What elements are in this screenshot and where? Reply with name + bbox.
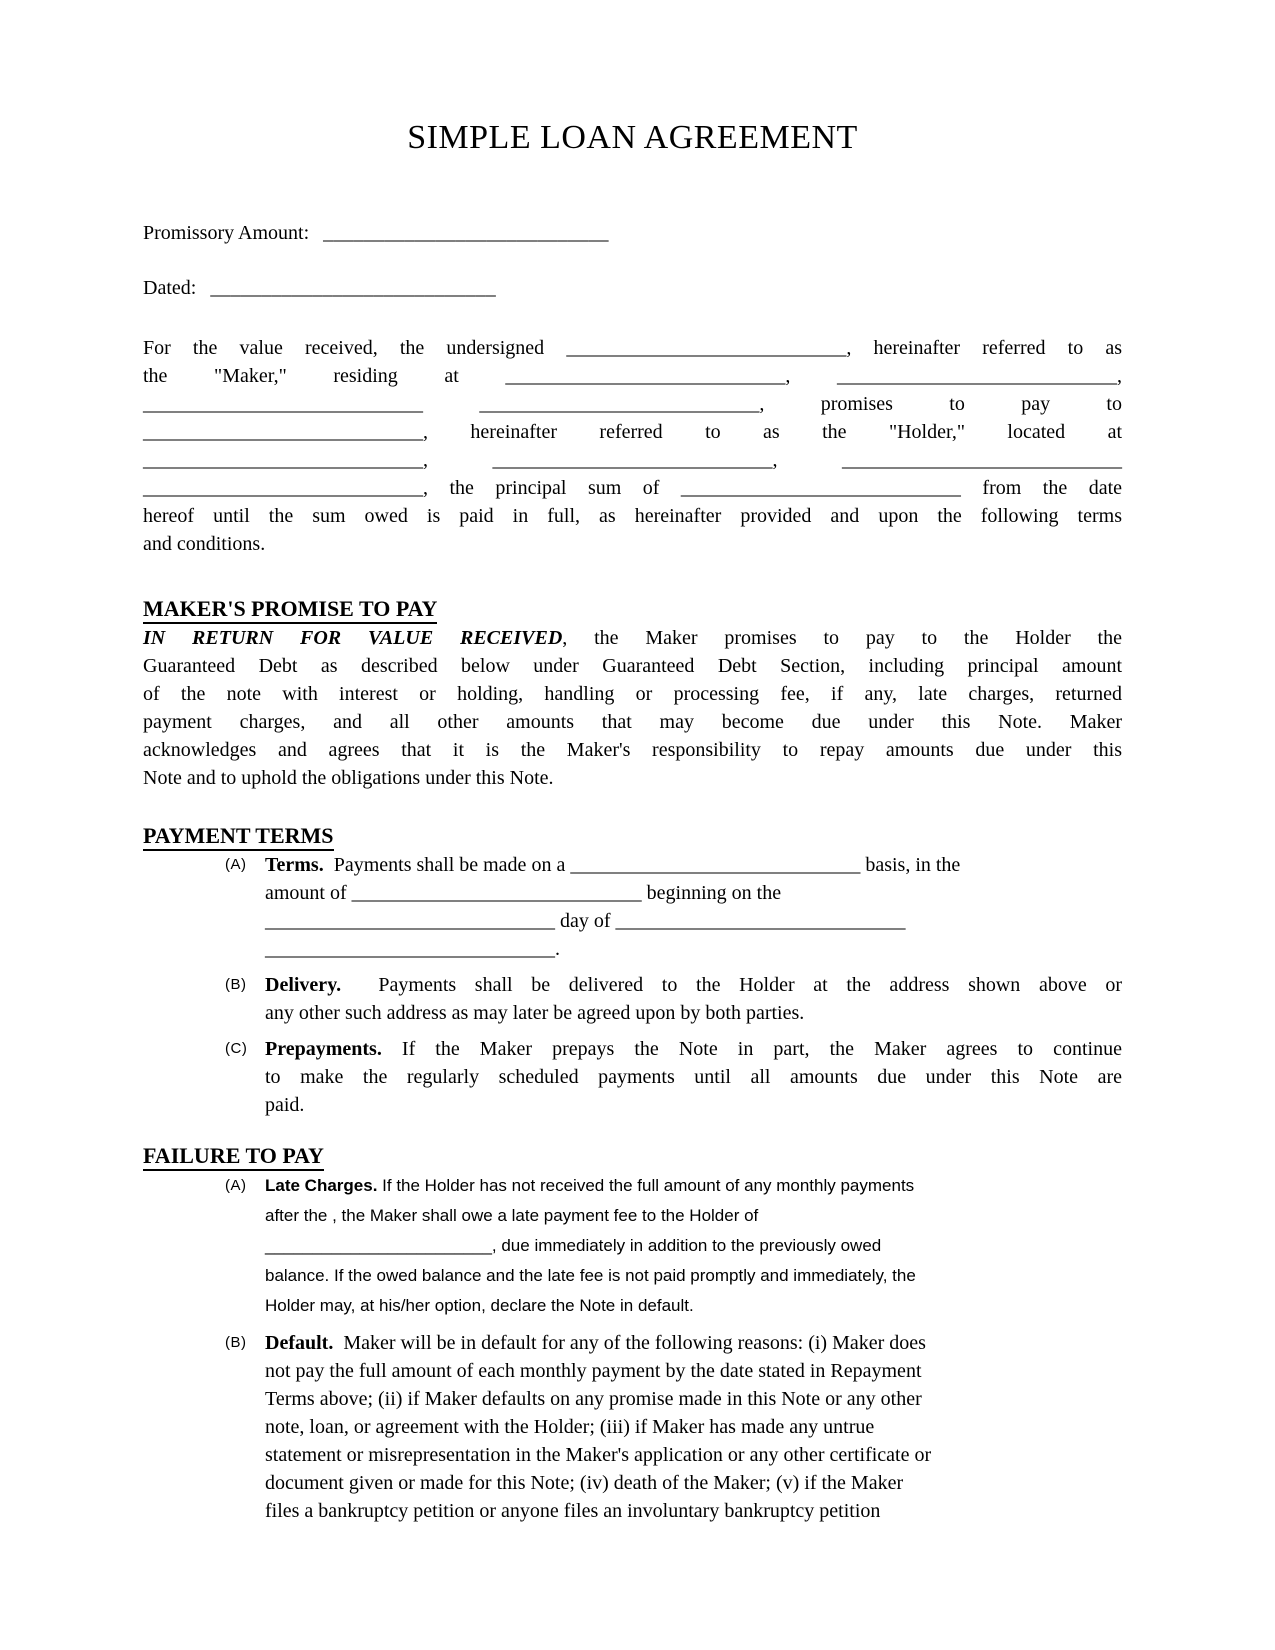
list-item-late-charges bbox=[225, 1171, 1122, 1321]
text-line: statement or misrepresentation in the Maker's application or any other certificate or bbox=[265, 1444, 932, 1466]
section-heading: PAYMENT TERMS bbox=[143, 821, 1122, 851]
text-line: paid. bbox=[265, 1094, 305, 1116]
text-line: Delivery. Payments shall be delivered to the Holder at the address shown above or bbox=[265, 974, 1122, 996]
text-line: _____________________________ day of _____________________________ bbox=[265, 910, 906, 932]
item-label: (A) bbox=[225, 1177, 247, 1194]
dated-field bbox=[143, 275, 1122, 302]
section-payment-terms bbox=[143, 821, 1122, 1119]
dated-blank: ____________________________ bbox=[210, 277, 496, 299]
item-title: Delivery. bbox=[265, 974, 342, 996]
text-line: Late Charges. If the Holder has not received the full amount of any monthly payments bbox=[265, 1176, 915, 1195]
text-line: Prepayments. If the Maker prepays the Note in part, the Maker agrees to continue bbox=[265, 1038, 1122, 1060]
text-line: balance. If the owed balance and the late fee is not paid promptly and immediately, the bbox=[265, 1266, 916, 1285]
text-line: Terms above; (ii) if Maker defaults on any promise made in this Note or any other bbox=[265, 1388, 922, 1410]
document-title: SIMPLE LOAN AGREEMENT bbox=[407, 119, 858, 156]
text-line: ____________________________, hereinafter referred to as the "Holder," located at bbox=[143, 421, 1122, 443]
list-item-terms bbox=[225, 851, 1122, 963]
text-line: Holder may, at his/her option, declare the Note in default. bbox=[265, 1296, 694, 1315]
text-line: Note and to uphold the obligations under this Note. bbox=[143, 767, 554, 789]
item-label: (B) bbox=[225, 976, 247, 993]
text-line: ________________________, due immediately in addition to the previously owed bbox=[265, 1236, 882, 1255]
promissory-amount-blank: ____________________________ bbox=[323, 222, 609, 244]
item-label: (B) bbox=[225, 1334, 247, 1351]
item-label: (A) bbox=[225, 856, 247, 873]
text-line: files a bankruptcy petition or anyone files an involuntary bankruptcy petition bbox=[265, 1500, 881, 1522]
text-line: the "Maker," residing at ____________________________, ____________________________, bbox=[143, 365, 1122, 387]
text-line: document given or made for this Note; (iv) death of the Maker; (v) if the Maker bbox=[265, 1472, 904, 1494]
text-line: after the , the Maker shall owe a late payment fee to the Holder of bbox=[265, 1206, 759, 1225]
text-line: any other such address as may later be agreed upon by both parties. bbox=[265, 1002, 805, 1024]
makers-promise-paragraph bbox=[143, 624, 1122, 792]
text-line: payment charges, and all other amounts that may become due under this Note. Maker bbox=[143, 711, 1122, 733]
text-line: IN RETURN FOR VALUE RECEIVED, the Maker promises to pay to the Holder the bbox=[143, 627, 1122, 649]
section-makers-promise bbox=[143, 594, 1122, 792]
text-line: For the value received, the undersigned ____________________________, hereinafter referred to as bbox=[143, 337, 1122, 359]
text-line: Terms. Payments shall be made on a _____________________________ basis, in the bbox=[265, 854, 961, 876]
lead-phrase: IN RETURN FOR VALUE RECEIVED bbox=[143, 627, 563, 649]
promissory-amount-field bbox=[143, 220, 1122, 247]
text-line: and conditions. bbox=[143, 533, 266, 555]
item-title: Late Charges. bbox=[265, 1176, 378, 1195]
text-line: Guaranteed Debt as described below under Guaranteed Debt Section, including principal amount bbox=[143, 655, 1122, 677]
list-item-prepayments bbox=[225, 1035, 1122, 1119]
promissory-amount-label: Promissory Amount: bbox=[143, 222, 310, 244]
text-line: _____________________________. bbox=[265, 938, 560, 960]
dated-label: Dated: bbox=[143, 277, 197, 299]
intro-paragraph bbox=[143, 334, 1122, 558]
section-heading: FAILURE TO PAY bbox=[143, 1141, 1122, 1171]
text-line: note, loan, or agreement with the Holder; (iii) if Maker has made any untrue bbox=[265, 1416, 875, 1438]
list-item-delivery bbox=[225, 971, 1122, 1027]
text-line: of the note with interest or holding, handling or processing fee, if any, late charges, returned bbox=[143, 683, 1122, 705]
text-line: ____________________________ ____________________________, promises to pay to bbox=[143, 393, 1122, 415]
item-title: Prepayments. bbox=[265, 1038, 382, 1060]
text-line: hereof until the sum owed is paid in full, as hereinafter provided and upon the following terms bbox=[143, 505, 1122, 527]
text-line: amount of _____________________________ beginning on the bbox=[265, 882, 782, 904]
text-line: not pay the full amount of each monthly payment by the date stated in Repayment bbox=[265, 1360, 922, 1382]
text-line: to make the regularly scheduled payments until all amounts due under this Note are bbox=[265, 1066, 1122, 1088]
text-line: ____________________________, ____________________________, ____________________________ bbox=[143, 449, 1122, 471]
section-heading: MAKER'S PROMISE TO PAY bbox=[143, 594, 1122, 624]
list-item-default bbox=[225, 1329, 1122, 1525]
text-line: ____________________________, the principal sum of ____________________________ from the date bbox=[143, 477, 1122, 499]
item-title: Default. bbox=[265, 1332, 334, 1354]
section-failure-to-pay bbox=[143, 1141, 1122, 1525]
item-title: Terms. bbox=[265, 854, 324, 876]
text-line: Default. Maker will be in default for any of the following reasons: (i) Maker does bbox=[265, 1332, 926, 1354]
item-label: (C) bbox=[225, 1040, 248, 1057]
text-line: acknowledges and agrees that it is the Maker's responsibility to repay amounts due under this bbox=[143, 739, 1122, 761]
